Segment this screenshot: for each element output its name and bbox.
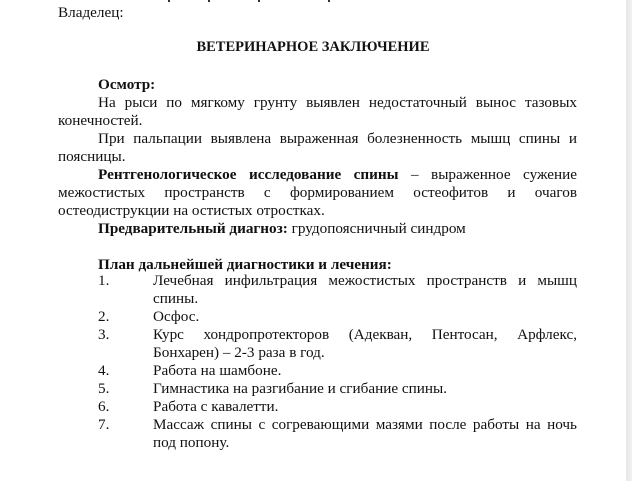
list-item bbox=[98, 272, 577, 308]
list-item bbox=[98, 380, 577, 398]
diagnosis-label: Предварительный диагноз: bbox=[98, 220, 288, 237]
item-text: Работа на шамбоне. bbox=[153, 362, 282, 379]
item-number: 3. bbox=[98, 326, 110, 343]
item-text: Работа с кавалетти. bbox=[153, 398, 279, 415]
document-title: ВЕТЕРИНАРНОЕ ЗАКЛЮЧЕНИЕ bbox=[196, 39, 430, 55]
plan-list bbox=[98, 272, 577, 452]
item-text: Осфос. bbox=[153, 308, 200, 325]
page-edge-scrollbar[interactable] bbox=[626, 0, 632, 481]
diagnosis-paragraph bbox=[58, 220, 577, 238]
item-number: 1. bbox=[98, 272, 110, 289]
list-item bbox=[98, 308, 577, 326]
list-item bbox=[98, 398, 577, 416]
list-item bbox=[98, 326, 577, 362]
diagnosis-text: грудопоясничный синдром bbox=[287, 220, 466, 237]
exam-heading: Осмотр: bbox=[98, 76, 156, 93]
item-number: 4. bbox=[98, 362, 110, 379]
item-text: Массаж спины с согревающими мазями после работы на ночь под попону. bbox=[153, 416, 577, 451]
item-number: 2. bbox=[98, 308, 110, 325]
owner-label: Владелец: bbox=[58, 4, 124, 21]
list-item bbox=[98, 416, 577, 452]
plan-heading: План дальнейшей диагностики и лечения: bbox=[98, 256, 392, 273]
exam-paragraph-1: На рыси по мягкому грунту выявлен недостаточный вынос тазовых конечностей. bbox=[58, 94, 577, 129]
item-text: Гимнастика на разгибание и сгибание спины. bbox=[153, 380, 448, 397]
cut-off-line bbox=[58, 0, 358, 3]
list-item bbox=[98, 362, 577, 380]
xray-label: Рентгенологическое исследование спины bbox=[98, 166, 399, 183]
item-number: 7. bbox=[98, 416, 110, 433]
item-number: 6. bbox=[98, 398, 110, 415]
item-text: Лечебная инфильтрация межостистых пространств и мышц спины. bbox=[153, 272, 577, 307]
exam-paragraph-2: При пальпации выявлена выраженная болезненность мышц спины и поясницы. bbox=[58, 130, 577, 165]
xray-text: – выраженное сужение межостистых пространств с формированием остеофитов и очагов остеодиструкции на остистых отростках. bbox=[58, 166, 577, 219]
item-text: Курс хондропротекторов (Адекван, Пентосан, Арфлекс, Бонхарен) – 2-3 раза в год. bbox=[153, 326, 577, 361]
xray-paragraph bbox=[58, 166, 577, 220]
item-number: 5. bbox=[98, 380, 110, 397]
